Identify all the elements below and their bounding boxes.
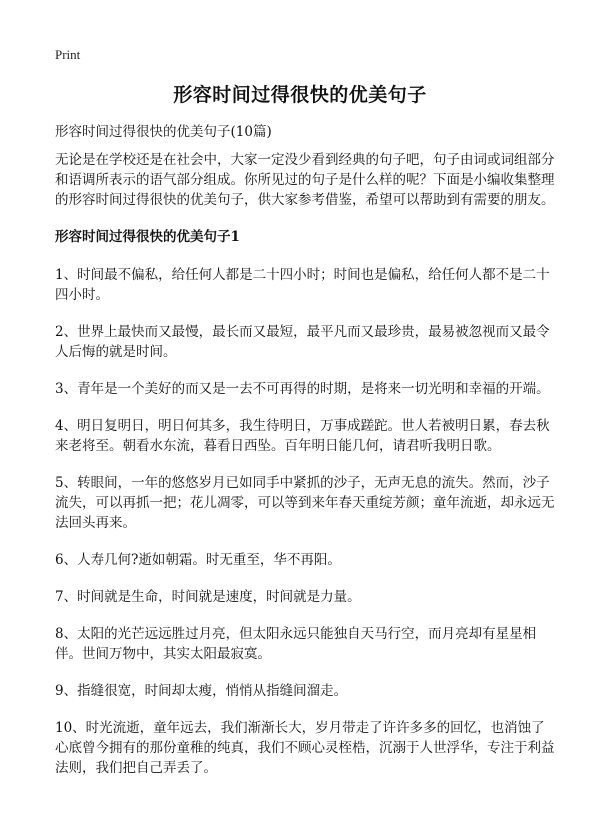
print-label: Print xyxy=(55,47,81,62)
section-heading: 形容时间过得很快的优美句子1 xyxy=(55,229,240,245)
list-item: 5、转眼间，一年的悠悠岁月已如同手中紧抓的沙子，无声无息的流失。然而，沙子流失，可以再抓一把；花儿凋零，可以等到来年春天重绽芳颜；童年流逝，却永远无法回头再来。 xyxy=(55,475,555,531)
intro-paragraph: 无论是在学校还是在社会中，大家一定没少看到经典的句子吧，句子由词或词组部分和语调所表示的语气部分组成。你所见过的句子是什么样的呢？下面是小编收集整理的形容时间过得很快的优美句子，供大家参考借鉴，希望可以帮助到有需要的朋友。 xyxy=(55,152,555,208)
list-item: 1、时间最不偏私，给任何人都是二十四小时；时间也是偏私，给任何人都不是二十四小时。 xyxy=(55,267,550,303)
page-subtitle: 形容时间过得很快的优美句子(10篇) xyxy=(55,124,272,140)
list-item: 2、世界上最快而又最慢，最长而又最短，最平凡而又最珍贵，最易被忽视而又最令人后悔的就是时间。 xyxy=(55,324,550,360)
list-item: 7、时间就是生命，时间就是速度，时间就是力量。 xyxy=(55,589,361,605)
list-item: 4、明日复明日，明日何其多，我生待明日，万事成蹉跎。世人若被明日累，春去秋来老将至。朝看水东流，暮看日西坠。百年明日能几何，请君听我明日歌。 xyxy=(55,418,550,454)
page-title: 形容时间过得很快的优美句子 xyxy=(173,84,427,106)
article-body xyxy=(55,150,555,795)
list-item: 8、太阳的光芒远远胜过月亮，但太阳永远只能独自天马行空，而月亮却有星星相伴。世间万物中，其实太阳最寂寞。 xyxy=(55,626,537,662)
list-item: 10、时光流逝，童年远去，我们渐渐长大，岁月带走了许许多多的回忆，也消蚀了心底曾今拥有的那份童稚的纯真，我们不顾心灵桎梏，沉溺于人世浮华，专注于利益法则，我们把自己弄丢了。 xyxy=(55,720,555,776)
list-item: 6、人寿几何?逝如朝霜。时无重至，华不再阳。 xyxy=(55,552,341,568)
list-item: 3、青年是一个美好的而又是一去不可再得的时期，是将来一切光明和幸福的开端。 xyxy=(55,381,550,397)
list-item: 9、指缝很宽，时间却太瘦，悄悄从指缝间溜走。 xyxy=(55,683,348,699)
